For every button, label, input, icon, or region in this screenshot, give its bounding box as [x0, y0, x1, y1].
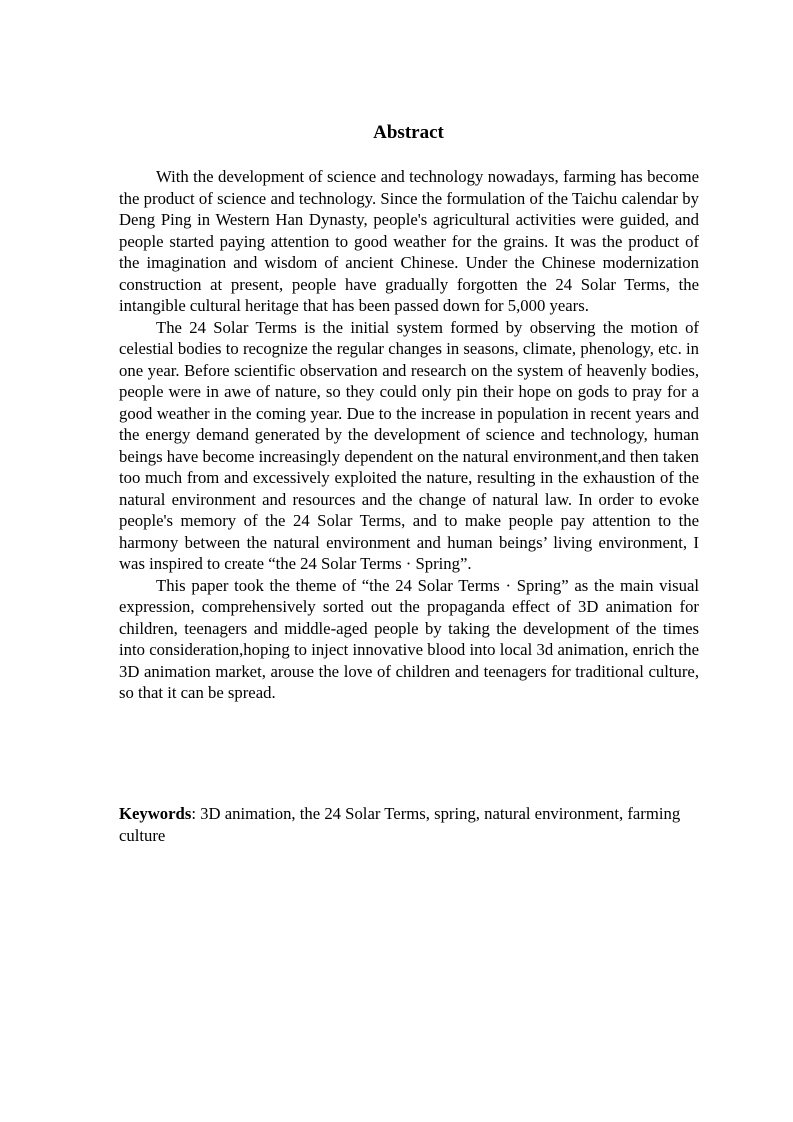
abstract-paragraph-2: The 24 Solar Terms is the initial system formed by observing the motion of celestial bodies to recognize the regular changes in seasons, climate, phenology, etc. in one year. Before scientific observation and research on the system of heavenly bodies, people were in awe of nature, so they could only pin their hope on gods to pray for a good weather in the coming year. Due to the increase in population in recent years and the energy demand generated by the development of science and technology, human beings have become increasingly dependent on the natural environment,and then taken too much from and excessively exploited the nature, resulting in the exhaustion of the natural environment and resources and the change of natural law. In order to evoke people's memory of the 24 Solar Terms, and to make people pay attention to the harmony between the natural environment and human beings’ living environment, I was inspired to create “the 24 Solar Terms · Spring”. — [119, 317, 699, 573]
keywords-text: 3D animation, the 24 Solar Terms, spring, natural environment, farming culture — [119, 804, 681, 845]
abstract-body — [119, 166, 699, 704]
keywords-label: Keywords — [119, 804, 192, 823]
keywords-separator: : — [191, 804, 201, 823]
abstract-heading: Abstract — [373, 122, 444, 143]
abstract-paragraph-3: This paper took the theme of “the 24 Solar Terms · Spring” as the main visual expression, comprehensively sorted out the propaganda effect of 3D animation for children, teenagers and middle-aged people by taking the development of the times into consideration,hoping to inject innovative blood into local 3d animation, enrich the 3D animation market, arouse the love of children and teenagers for traditional culture, so that it can be spread. — [119, 575, 699, 702]
keywords-line — [119, 803, 699, 847]
abstract-paragraph-1: With the development of science and technology nowadays, farming has become the product of science and technology. Since the formulation of the Taichu calendar by Deng Ping in Western Han Dynasty, people's agricultural activities were guided, and people started paying attention to good weather for the grains. It was the product of the imagination and wisdom of ancient Chinese. Under the Chinese modernization construction at present, people have gradually forgotten the 24 Solar Terms, the intangible cultural heritage that has been passed down for 5,000 years. — [119, 167, 699, 315]
